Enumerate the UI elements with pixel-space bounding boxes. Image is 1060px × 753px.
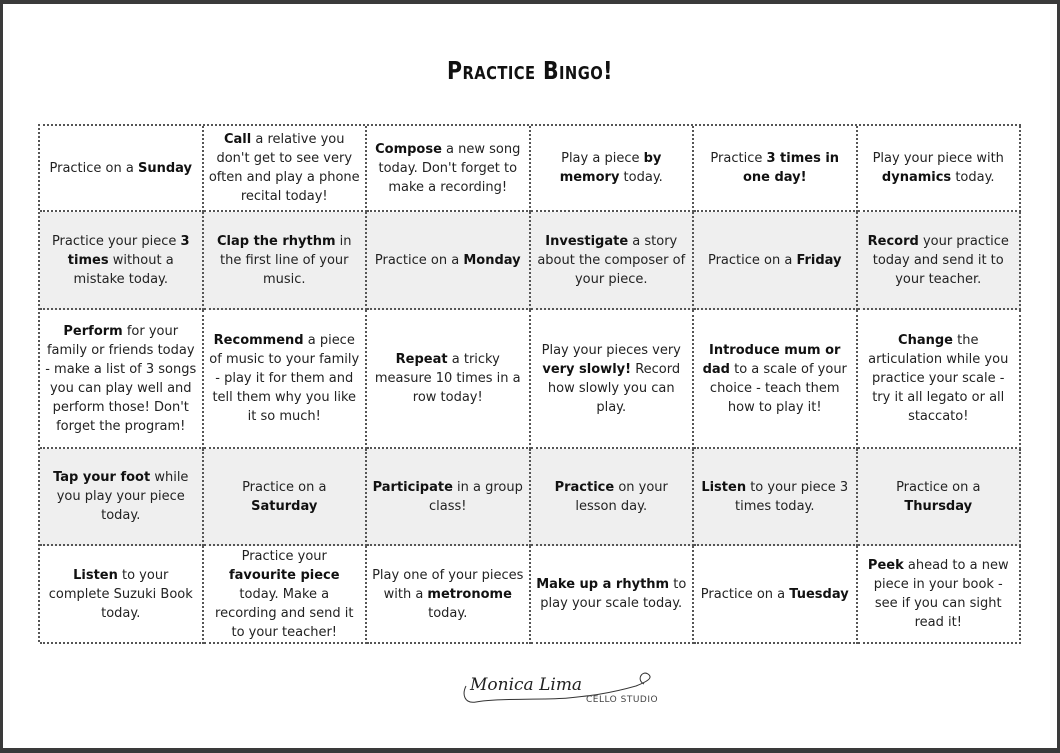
bingo-cell — [531, 212, 695, 310]
bingo-cell-fragment: ahead to a new piece in your book - see if you can sight read it! — [873, 558, 1009, 630]
bingo-cell-text — [45, 322, 197, 436]
bingo-cell-fragment: to play your scale today. — [540, 577, 687, 611]
bingo-cell-fragment: Play your piece with — [872, 151, 1004, 166]
bingo-cell-text — [699, 149, 851, 187]
bingo-cell-fragment: Record how slowly you can play. — [547, 361, 681, 415]
bingo-cell-text — [863, 232, 1015, 289]
bingo-cell-emphasis: Practice — [554, 479, 615, 495]
bingo-cell-fragment: a piece of music to your family - play it for them and tell them why you like it so much! — [209, 333, 360, 424]
bingo-cell-emphasis: Participate — [372, 479, 453, 495]
bingo-cell-text — [209, 478, 361, 516]
bingo-cell — [858, 546, 1022, 644]
bingo-cell-text — [49, 159, 192, 178]
bingo-cell-text — [209, 130, 361, 206]
bingo-cell — [204, 546, 368, 644]
bingo-cell-emphasis: favourite piece — [228, 567, 340, 583]
bingo-cell-fragment: Practice on a — [896, 479, 981, 495]
bingo-cell-text — [863, 331, 1015, 426]
bingo-cell-fragment: to your piece 3 times today. — [734, 479, 849, 514]
bingo-cell-emphasis: Compose — [375, 141, 442, 157]
bingo-cell — [694, 546, 858, 644]
bingo-cell-text — [536, 232, 688, 289]
bingo-cell-fragment: on your lesson day. — [575, 479, 668, 514]
bingo-cell-text — [372, 140, 524, 197]
bingo-cell-emphasis: Make up a rhythm — [536, 577, 670, 592]
bingo-cell-emphasis: Tuesday — [789, 586, 849, 602]
bingo-cell — [40, 546, 204, 644]
bingo-cell — [858, 126, 1022, 212]
bingo-cell — [367, 126, 531, 212]
bingo-cell — [367, 546, 531, 644]
bingo-cell-emphasis: Friday — [796, 252, 842, 268]
bingo-cell-emphasis: Listen — [701, 479, 747, 495]
bingo-cell — [367, 449, 531, 546]
bingo-cell-fragment: a story about the composer of your piece. — [537, 233, 686, 287]
bingo-cell-emphasis: Perform — [63, 323, 123, 339]
bingo-cell-emphasis: very slowly! — [542, 361, 632, 377]
bingo-cell-fragment: Practice on a — [242, 479, 327, 495]
bingo-cell-text — [708, 251, 842, 270]
bingo-cell-fragment: Practice on a — [49, 160, 138, 176]
logo-tagline: CELLO STUDIO — [586, 695, 658, 705]
bingo-cell-fragment: a tricky measure 10 times in a row today! — [374, 352, 521, 405]
bingo-cell — [694, 449, 858, 546]
bingo-cell — [694, 310, 858, 449]
logo-name: Monica Lima — [470, 675, 583, 695]
bingo-cell-text — [45, 232, 197, 289]
bingo-cell-text — [372, 478, 524, 516]
bingo-cell-emphasis: Sunday — [137, 160, 192, 176]
bingo-cell-emphasis: dynamics — [881, 170, 952, 185]
bingo-cell-fragment: without a mistake today. — [73, 252, 174, 287]
bingo-cell — [40, 126, 204, 212]
bingo-cell-text — [209, 232, 361, 289]
bingo-cell-emphasis: Peek — [867, 558, 904, 573]
bingo-cell-emphasis: Change — [898, 333, 953, 348]
bingo-cell-fragment: Practice on a — [707, 252, 797, 268]
bingo-cell-text — [536, 478, 688, 516]
worksheet-page — [3, 4, 1057, 748]
bingo-cell-text — [372, 566, 524, 623]
bingo-board — [38, 124, 1021, 642]
bingo-cell-fragment: a new song today. Don't forget to make a recording! — [378, 141, 521, 195]
bingo-cell — [531, 449, 695, 546]
bingo-cell-text — [863, 556, 1015, 632]
bingo-cell-emphasis: Record — [867, 233, 919, 249]
bingo-cell-emphasis: Listen — [73, 567, 118, 583]
bingo-cell-fragment: Play a piece — [561, 151, 644, 166]
bingo-cell-fragment: Practice — [710, 151, 767, 166]
page-title: Practice Bingo! — [447, 56, 613, 85]
bingo-cell — [858, 212, 1022, 310]
bingo-cell — [204, 126, 368, 212]
bingo-cell-emphasis: 3 times — [67, 233, 190, 268]
bingo-cell-text — [701, 585, 849, 604]
bingo-cell-text — [375, 251, 521, 270]
bingo-cell-text — [536, 575, 688, 613]
bingo-cell-emphasis: Introduce mum or dad — [702, 342, 841, 377]
bingo-cell-fragment: to a scale of your choice - teach them how to play it! — [709, 361, 847, 415]
bingo-cell-emphasis: metronome — [427, 586, 512, 602]
bingo-cell-emphasis: by memory — [559, 151, 662, 185]
bingo-cell-text — [699, 478, 851, 516]
bingo-cell-fragment: Practice on a — [374, 252, 464, 268]
bingo-cell — [694, 126, 858, 212]
bingo-cell-fragment: Practice your piece — [51, 233, 181, 249]
bingo-cell — [40, 449, 204, 546]
bingo-cell-fragment: a relative you don't get to see very often and play a phone recital today! — [208, 132, 360, 204]
bingo-cell — [531, 126, 695, 212]
bingo-cell — [204, 449, 368, 546]
bingo-cell-emphasis: Recommend — [213, 333, 304, 348]
bingo-cell — [204, 212, 368, 310]
bingo-cell — [204, 310, 368, 449]
bingo-cell-fragment: Practice on a — [700, 586, 790, 602]
bingo-cell-text — [372, 350, 524, 407]
bingo-cell-fragment: your practice today and send it to your teacher. — [872, 233, 1009, 287]
bingo-cell-text — [699, 341, 851, 417]
bingo-cell — [40, 212, 204, 310]
bingo-cell — [694, 212, 858, 310]
bingo-cell-emphasis: Investigate — [545, 233, 629, 249]
bingo-cell-fragment: today. Make a recording and send it to your teacher! — [215, 586, 354, 640]
bingo-cell-text — [536, 341, 688, 417]
bingo-cell — [531, 310, 695, 449]
studio-logo — [458, 664, 658, 710]
bingo-cell-fragment: to your complete Suzuki Book today. — [48, 567, 193, 621]
bingo-cell — [858, 310, 1022, 449]
bingo-cell-fragment: while you play your piece today. — [56, 470, 189, 523]
bingo-cell-text — [209, 547, 361, 642]
bingo-cell-emphasis: Thursday — [904, 498, 973, 514]
bingo-cell-text — [863, 149, 1015, 187]
bingo-cell — [858, 449, 1022, 546]
bingo-cell — [367, 310, 531, 449]
bingo-cell-emphasis: Saturday — [251, 498, 318, 514]
bingo-cell — [531, 546, 695, 644]
bingo-cell-fragment: today. — [951, 170, 995, 185]
bingo-cell — [40, 310, 204, 449]
bingo-cell-fragment: the articulation while you practice your scale - try it all legato or all staccato! — [868, 333, 1009, 424]
bingo-cell-fragment: Play one of your pieces with a — [372, 567, 524, 602]
bingo-cell — [367, 212, 531, 310]
bingo-cell-fragment: for your family or friends today - make a list of 3 songs you can play well and perform those! Don't forget the program! — [45, 323, 197, 434]
bingo-cell-fragment: in a group class! — [429, 479, 523, 514]
bingo-cell-emphasis: Call — [223, 132, 252, 147]
bingo-cell-emphasis: Tap your foot — [53, 470, 151, 485]
bingo-cell-fragment: in the first line of your music. — [220, 233, 352, 287]
bingo-cell-emphasis: 3 times in one day! — [742, 151, 840, 185]
bingo-cell-emphasis: Clap the rhythm — [216, 233, 336, 249]
bingo-cell-fragment: today. — [619, 170, 663, 185]
bingo-cell-emphasis: Monday — [463, 252, 521, 268]
bingo-cell-text — [863, 478, 1015, 516]
bingo-cell-text — [45, 566, 197, 623]
bingo-cell-text — [45, 468, 197, 525]
bingo-cell-emphasis: Repeat — [395, 352, 448, 367]
bingo-cell-text — [209, 331, 361, 426]
bingo-cell-fragment: Play your pieces very — [541, 342, 681, 358]
bingo-cell-fragment: today. — [428, 605, 468, 621]
bingo-cell-fragment: Practice your — [241, 548, 327, 564]
bingo-cell-text — [536, 149, 688, 187]
